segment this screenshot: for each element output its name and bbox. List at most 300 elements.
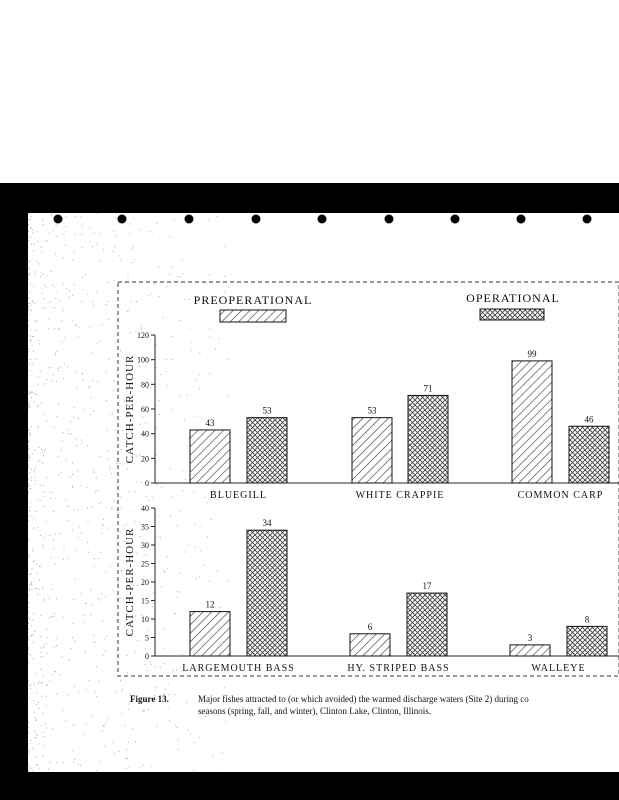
bar-walleye-operational [567, 626, 607, 656]
speck [30, 392, 31, 393]
y-tick-label: 5 [145, 633, 149, 643]
legend-preoperational-label: PREOPERATIONAL [193, 293, 313, 307]
speck [156, 345, 157, 346]
speck [106, 371, 107, 372]
speck [64, 364, 65, 365]
speck [63, 432, 64, 433]
speck [31, 309, 32, 310]
speck [116, 218, 117, 219]
y-axis-title: CATCH-PER-HOUR [124, 354, 136, 464]
speck [177, 597, 178, 598]
speck [46, 696, 47, 697]
value-label-white-crappie-preoperational: 53 [367, 405, 377, 416]
speck [28, 448, 29, 449]
speck [50, 535, 51, 536]
speck [28, 430, 29, 431]
speck [29, 516, 30, 517]
speck [81, 485, 82, 486]
speck [30, 767, 31, 768]
speck [29, 507, 30, 508]
speck [152, 606, 153, 607]
speck [90, 414, 91, 415]
speck [28, 628, 29, 629]
speck [72, 486, 73, 487]
speck [171, 359, 172, 360]
speck [44, 384, 45, 385]
bar-largemouth-bass-preoperational [190, 612, 230, 656]
speck [63, 617, 64, 618]
speck [31, 768, 32, 769]
speck [36, 720, 37, 721]
speck [193, 770, 194, 771]
speck [33, 700, 34, 701]
speck [143, 710, 144, 711]
speck [43, 547, 44, 548]
speck [90, 614, 91, 615]
speck [189, 299, 190, 300]
speck [182, 259, 183, 260]
speck [32, 568, 33, 569]
speck [225, 246, 226, 247]
speck [38, 405, 39, 406]
speck [79, 327, 80, 328]
speck [158, 400, 159, 401]
y-tick-label: 10 [141, 615, 149, 624]
speck [120, 598, 121, 599]
speck [42, 224, 43, 225]
speck [30, 488, 31, 489]
speck [43, 647, 44, 648]
speck [66, 721, 67, 722]
speck [99, 503, 100, 504]
y-tick-label: 25 [141, 559, 149, 569]
speck [107, 635, 108, 636]
speck [99, 456, 100, 457]
value-label-largemouth-bass-preoperational: 12 [205, 599, 215, 610]
speck [197, 416, 198, 417]
speck [74, 252, 75, 253]
speck [50, 762, 51, 763]
speck [108, 359, 109, 360]
speck [136, 301, 137, 302]
speck [147, 670, 148, 671]
speck [125, 758, 126, 759]
speck [86, 603, 87, 604]
speck [37, 461, 38, 462]
speck [29, 457, 30, 458]
speck [97, 342, 98, 343]
speck [119, 463, 120, 464]
speck [89, 680, 90, 681]
speck [28, 404, 29, 405]
speck [28, 456, 29, 457]
y-tick-label: 80 [141, 380, 149, 390]
speck [152, 497, 153, 498]
category-label-largemouth-bass: LARGEMOUTH BASS [182, 663, 295, 674]
speck [170, 274, 171, 275]
speck [61, 657, 62, 658]
speck [123, 525, 124, 526]
speck [177, 525, 178, 526]
speck [76, 388, 77, 389]
y-tick-label: 40 [141, 429, 149, 439]
speck [196, 578, 197, 579]
speck [56, 236, 57, 237]
speck [42, 587, 43, 588]
speck [28, 732, 29, 733]
speck [120, 624, 121, 625]
speck [29, 753, 30, 754]
speck [95, 491, 96, 492]
speck [185, 552, 186, 553]
speck [33, 561, 34, 562]
speck [177, 740, 178, 741]
speck [115, 461, 116, 462]
speck [126, 524, 127, 525]
speck [39, 708, 40, 709]
speck [156, 726, 157, 727]
speck [105, 596, 106, 597]
speck [29, 260, 30, 261]
speck [139, 366, 140, 367]
speck [29, 485, 30, 486]
scan-top-band [0, 183, 619, 213]
speck [32, 748, 33, 749]
speck [67, 694, 68, 695]
speck [29, 335, 30, 336]
speck [73, 750, 74, 751]
speck [189, 438, 190, 439]
speck [29, 268, 30, 269]
speck [29, 314, 30, 315]
speck [151, 766, 152, 767]
speck [87, 508, 88, 509]
speck [184, 299, 185, 300]
speck [203, 565, 204, 566]
speck [36, 704, 37, 705]
speck [33, 549, 34, 550]
speck [106, 400, 107, 401]
speck [209, 337, 210, 338]
speck [44, 451, 45, 452]
speck [66, 217, 67, 218]
speck [94, 558, 95, 559]
speck [46, 275, 47, 276]
speck [39, 589, 40, 590]
speck [209, 581, 210, 582]
speck [46, 521, 47, 522]
speck [30, 435, 31, 436]
speck [53, 511, 54, 512]
chart-bottom [124, 504, 619, 674]
speck [61, 320, 62, 321]
speck [108, 451, 109, 452]
speck [50, 498, 51, 499]
speck [30, 227, 31, 228]
caption-line-2: seasons (spring, fall, and winter), Clinton Lake, Clinton, Illinois. [198, 706, 431, 716]
speck [43, 414, 44, 415]
speck [28, 623, 29, 624]
speck [148, 500, 149, 501]
speck [48, 595, 49, 596]
speck [55, 298, 56, 299]
speck [134, 521, 135, 522]
speck [35, 588, 36, 589]
speck [46, 287, 47, 288]
speck [54, 219, 55, 220]
speck [54, 286, 55, 287]
speck [58, 456, 59, 457]
speck [58, 329, 59, 330]
speck [100, 761, 101, 762]
speck [40, 500, 41, 501]
speck [116, 463, 117, 464]
speck [34, 560, 35, 561]
speck [102, 524, 103, 525]
speck [80, 765, 81, 766]
speck [156, 461, 157, 462]
speck [66, 226, 67, 227]
speck [52, 230, 53, 231]
speck [36, 320, 37, 321]
speck [29, 502, 30, 503]
speck [49, 367, 50, 368]
speck [59, 367, 60, 368]
speck [145, 555, 146, 556]
speck [35, 450, 36, 451]
speck [29, 364, 30, 365]
speck [206, 283, 207, 284]
speck [42, 755, 43, 756]
speck [28, 648, 29, 649]
speck [43, 713, 44, 714]
speck [112, 414, 113, 415]
speck [78, 691, 79, 692]
speck [50, 301, 51, 302]
speck [55, 353, 56, 354]
speck [55, 563, 56, 564]
speck [31, 397, 32, 398]
speck [205, 716, 206, 717]
speck [199, 576, 200, 577]
speck [49, 492, 50, 493]
speck [56, 381, 57, 382]
speck [38, 683, 39, 684]
speck [31, 426, 32, 427]
legend-operational-label: OPERATIONAL [466, 291, 560, 305]
speck [186, 702, 187, 703]
y-tick-label: 20 [141, 454, 149, 464]
speck [41, 725, 42, 726]
speck [47, 684, 48, 685]
speck [56, 224, 57, 225]
speck [52, 285, 53, 286]
speck [114, 753, 115, 754]
speck [130, 333, 131, 334]
speck [179, 320, 180, 321]
speck [101, 593, 102, 594]
speck [74, 234, 75, 235]
speck [92, 301, 93, 302]
speck [28, 240, 29, 241]
speck [41, 220, 42, 221]
speck [182, 471, 183, 472]
speck [66, 505, 67, 506]
speck [59, 328, 60, 329]
speck [152, 232, 153, 233]
speck [171, 267, 172, 268]
speck [42, 463, 43, 464]
speck [115, 430, 116, 431]
speck [43, 455, 44, 456]
speck [35, 511, 36, 512]
speck [61, 450, 62, 451]
speck [39, 566, 40, 567]
speck [137, 585, 138, 586]
speck [56, 598, 57, 599]
speck [41, 566, 42, 567]
speck [43, 506, 44, 507]
speck [53, 549, 54, 550]
speck [118, 582, 119, 583]
speck [49, 598, 50, 599]
speck [78, 764, 79, 765]
speck [33, 528, 34, 529]
speck [44, 298, 45, 299]
speck [144, 710, 145, 711]
value-label-white-crappie-operational: 71 [423, 383, 433, 394]
speck [94, 233, 95, 234]
speck [81, 442, 82, 443]
speck [40, 657, 41, 658]
speck [36, 673, 37, 674]
speck [96, 478, 97, 479]
speck [29, 556, 30, 557]
speck [128, 491, 129, 492]
speck [37, 261, 38, 262]
speck [136, 456, 137, 457]
speck [88, 521, 89, 522]
speck [102, 620, 103, 621]
speck [135, 652, 136, 653]
speck [28, 765, 29, 766]
speck [41, 696, 42, 697]
speck [158, 267, 159, 268]
speck [36, 733, 37, 734]
speck [30, 748, 31, 749]
speck [121, 508, 122, 509]
speck [81, 593, 82, 594]
speck [32, 453, 33, 454]
speck [28, 224, 29, 225]
speck [166, 359, 167, 360]
speck [31, 581, 32, 582]
speck [34, 730, 35, 731]
speck [29, 262, 30, 263]
speck [52, 728, 53, 729]
speck [29, 751, 30, 752]
speck [193, 492, 194, 493]
speck [66, 500, 67, 501]
speck [94, 472, 95, 473]
speck [164, 648, 165, 649]
speck [103, 725, 104, 726]
speck [35, 271, 36, 272]
speck [43, 736, 44, 737]
speck [29, 472, 30, 473]
speck [109, 468, 110, 469]
speck [41, 247, 42, 248]
speck [99, 600, 100, 601]
speck [98, 558, 99, 559]
speck [29, 292, 30, 293]
speck [77, 471, 78, 472]
speck [54, 328, 55, 329]
speck [103, 525, 104, 526]
speck [222, 752, 223, 753]
speck [74, 579, 75, 580]
speck [71, 648, 72, 649]
speck [50, 557, 51, 558]
speck [52, 380, 53, 381]
speck [64, 234, 65, 235]
speck [90, 397, 91, 398]
speck [29, 662, 30, 663]
speck [158, 536, 159, 537]
speck [71, 421, 72, 422]
speck [62, 441, 63, 442]
speck [82, 379, 83, 380]
speck [129, 766, 130, 767]
speck [213, 756, 214, 757]
speck [148, 295, 149, 296]
speck [38, 376, 39, 377]
speck [35, 359, 36, 360]
speck [54, 647, 55, 648]
speck [209, 274, 210, 275]
speck [83, 622, 84, 623]
speck [209, 220, 210, 221]
speck [188, 544, 189, 545]
speck [217, 571, 218, 572]
speck [120, 405, 121, 406]
speck [118, 512, 119, 513]
speck [85, 723, 86, 724]
speck [31, 228, 32, 229]
speck [190, 734, 191, 735]
speck [62, 710, 63, 711]
speck [191, 350, 192, 351]
speck [185, 479, 186, 480]
speck [93, 635, 94, 636]
speck [172, 497, 173, 498]
speck [98, 381, 99, 382]
speck [180, 573, 181, 574]
speck [29, 612, 30, 613]
speck [34, 471, 35, 472]
speck [40, 669, 41, 670]
speck [37, 735, 38, 736]
speck [67, 366, 68, 367]
speck [122, 689, 123, 690]
speck [32, 230, 33, 231]
speck [135, 491, 136, 492]
speck [34, 401, 35, 402]
speck [70, 659, 71, 660]
speck [62, 310, 63, 311]
speck [114, 246, 115, 247]
speck [155, 666, 156, 667]
